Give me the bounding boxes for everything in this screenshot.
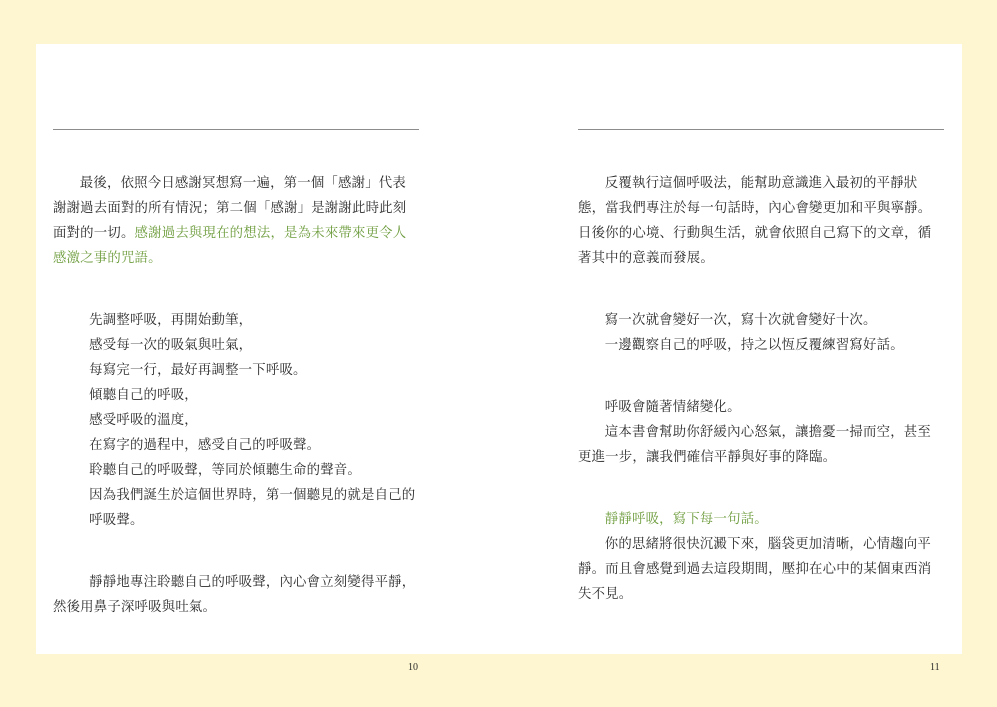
paragraph-line: 寫一次就會變好一次，寫十次就會變好十次。 bbox=[604, 313, 877, 328]
right-page-text bbox=[578, 171, 944, 607]
verse-line: 傾聽自己的呼吸， bbox=[89, 388, 198, 403]
paragraph: 靜靜地專注聆聽自己的呼吸聲，內心會立刻變得平靜，然後用鼻子深呼吸與吐氣。 bbox=[53, 575, 416, 615]
book-spread bbox=[36, 44, 962, 654]
left-page-text bbox=[53, 171, 419, 620]
page-number-left: 10 bbox=[408, 662, 418, 673]
header-rule bbox=[578, 129, 944, 130]
verse-line: 因為我們誕生於這個世界時，第一個聽見的就是自己的呼吸聲。 bbox=[89, 488, 416, 528]
paragraph-line: 呼吸會隨著情緒變化。 bbox=[604, 400, 741, 415]
paragraph-line: 一邊觀察自己的呼吸，持之以恆反覆練習寫好話。 bbox=[604, 338, 904, 353]
verse-line: 感受呼吸的溫度， bbox=[89, 413, 198, 428]
verse-line: 聆聽自己的呼吸聲，等同於傾聽生命的聲音。 bbox=[89, 463, 361, 478]
paragraph bbox=[53, 171, 419, 271]
verse-line: 在寫字的過程中，感受自己的呼吸聲。 bbox=[89, 438, 321, 453]
paragraph: 反覆執行這個呼吸法，能幫助意識進入最初的平靜狀態，當我們專注於每一句話時，內心會變更加和平與寧靜。日後你的心境、行動與生活，就會依照自己寫下的文章，循著其中的意義而發展。 bbox=[578, 176, 932, 266]
body-text: 最後，依照今日感謝冥想寫一遍，第一個「感謝」代表謝謝過去面對的所有情況；第二個「感謝」是謝謝此時此刻面對的一切。 bbox=[53, 176, 407, 241]
highlight-text: 感謝過去與現在的想法，是為未來帶來更令人感激之事的咒語。 bbox=[53, 226, 407, 266]
header-rule bbox=[53, 129, 419, 130]
verse-line: 先調整呼吸，再開始動筆， bbox=[89, 313, 253, 328]
verse-line: 每寫完一行，最好再調整一下呼吸。 bbox=[89, 363, 307, 378]
verse-line: 感受每一次的吸氣與吐氣， bbox=[89, 338, 253, 353]
paragraph: 你的思緒將很快沉澱下來，腦袋更加清晰，心情趨向平靜。而且會感覺到過去這段期間，壓抑在心中的某個東西消失不見。 bbox=[578, 537, 932, 602]
paragraph: 這本書會幫助你舒緩內心怒氣，讓擔憂一掃而空，甚至更進一步，讓我們確信平靜與好事的降臨。 bbox=[578, 425, 931, 465]
page-number-right: 11 bbox=[930, 662, 940, 673]
highlight-text: 靜靜呼吸，寫下每一句話。 bbox=[604, 512, 768, 527]
